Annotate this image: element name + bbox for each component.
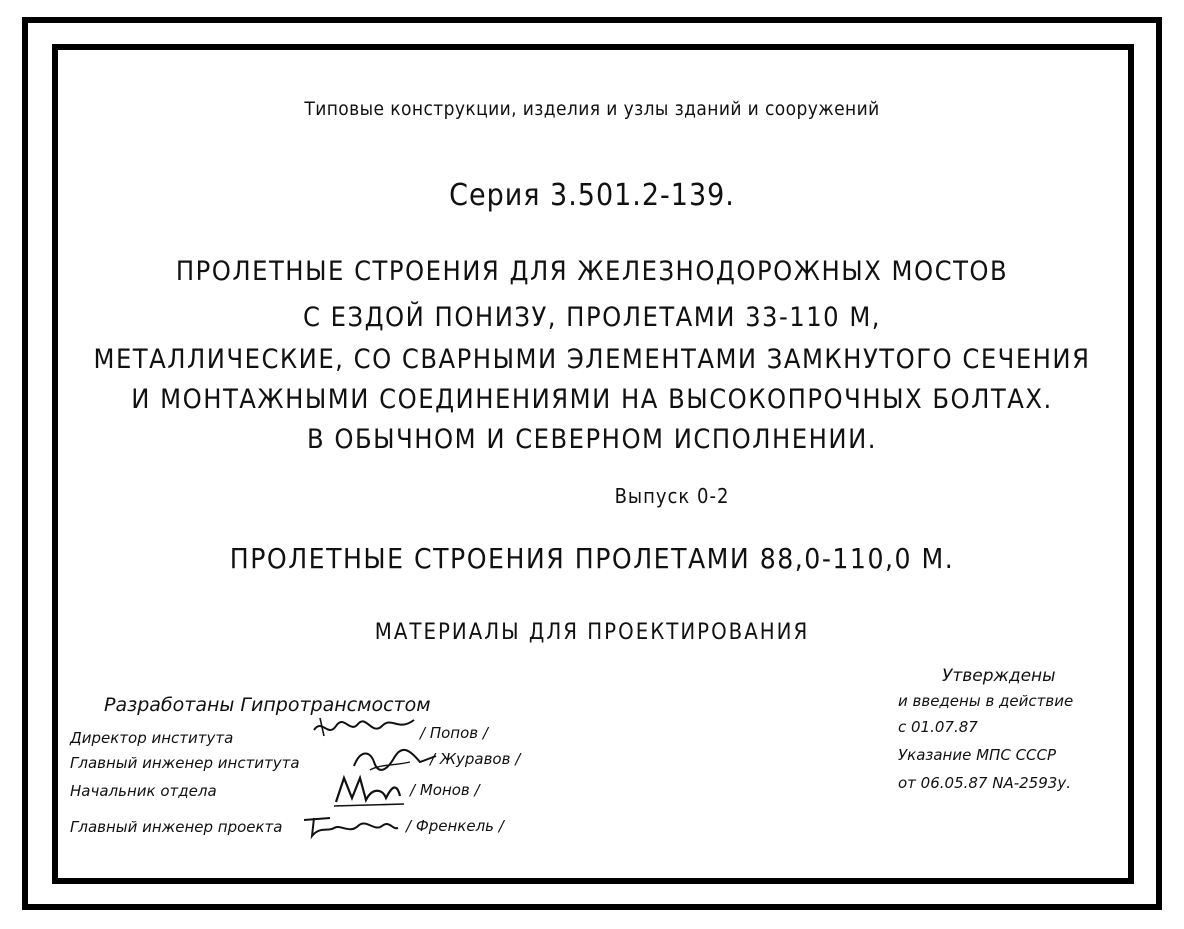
approval-line-2: и введены в действие bbox=[898, 692, 1074, 710]
series-number: Серия 3.501.2-139. bbox=[449, 178, 735, 213]
signature-frenkel bbox=[300, 812, 400, 842]
approval-line-3: с 01.07.87 bbox=[898, 718, 978, 736]
name-zhuravov: / Журавов / bbox=[430, 750, 521, 768]
title-line-5: В ОБЫЧНОМ И СЕВЕРНОМ ИСПОЛНЕНИИ. bbox=[307, 424, 877, 455]
signature-monov bbox=[330, 768, 410, 812]
materials-label: МАТЕРИАЛЫ ДЛЯ ПРОЕКТИРОВАНИЯ bbox=[374, 620, 810, 645]
name-frenkel: / Френкель / bbox=[406, 817, 504, 835]
series-header: Типовые конструкции, изделия и узлы зданий и сооружений bbox=[304, 98, 880, 120]
subtitle: ПРОЛЕТНЫЕ СТРОЕНИЯ ПРОЛЕТАМИ 88,0-110,0 М. bbox=[229, 542, 955, 575]
role-chief-engineer: Главный инженер института bbox=[70, 754, 300, 772]
developed-by: Разработаны Гипротрансмостом bbox=[104, 694, 431, 716]
title-line-1: ПРОЛЕТНЫЕ СТРОЕНИЯ ДЛЯ ЖЕЛЕЗНОДОРОЖНЫХ МОСТОВ bbox=[175, 256, 1009, 287]
title-line-4: И МОНТАЖНЫМИ СОЕДИНЕНИЯМИ НА ВЫСОКОПРОЧНЫХ БОЛТАХ. bbox=[131, 384, 1053, 415]
approval-line-5: от 06.05.87 NA-2593у. bbox=[898, 774, 1071, 792]
title-line-2: С ЕЗДОЙ ПОНИЗУ, ПРОЛЕТАМИ 33-110 М, bbox=[302, 302, 882, 333]
role-department-head: Начальник отдела bbox=[70, 782, 217, 800]
name-monov: / Монов / bbox=[410, 781, 480, 799]
approval-line-1: Утверждены bbox=[942, 666, 1056, 686]
name-popov: / Попов / bbox=[420, 724, 488, 742]
title-line-3: МЕТАЛЛИЧЕСКИЕ, СО СВАРНЫМИ ЭЛЕМЕНТАМИ ЗАМКНУТОГО СЕЧЕНИЯ bbox=[93, 344, 1091, 375]
role-project-engineer: Главный инженер проекта bbox=[70, 818, 283, 836]
issue-label: Выпуск 0-2 bbox=[614, 484, 730, 508]
signature-popov bbox=[310, 712, 420, 744]
role-director: Директор института bbox=[70, 729, 234, 747]
approval-line-4: Указание МПС СССР bbox=[898, 746, 1057, 764]
